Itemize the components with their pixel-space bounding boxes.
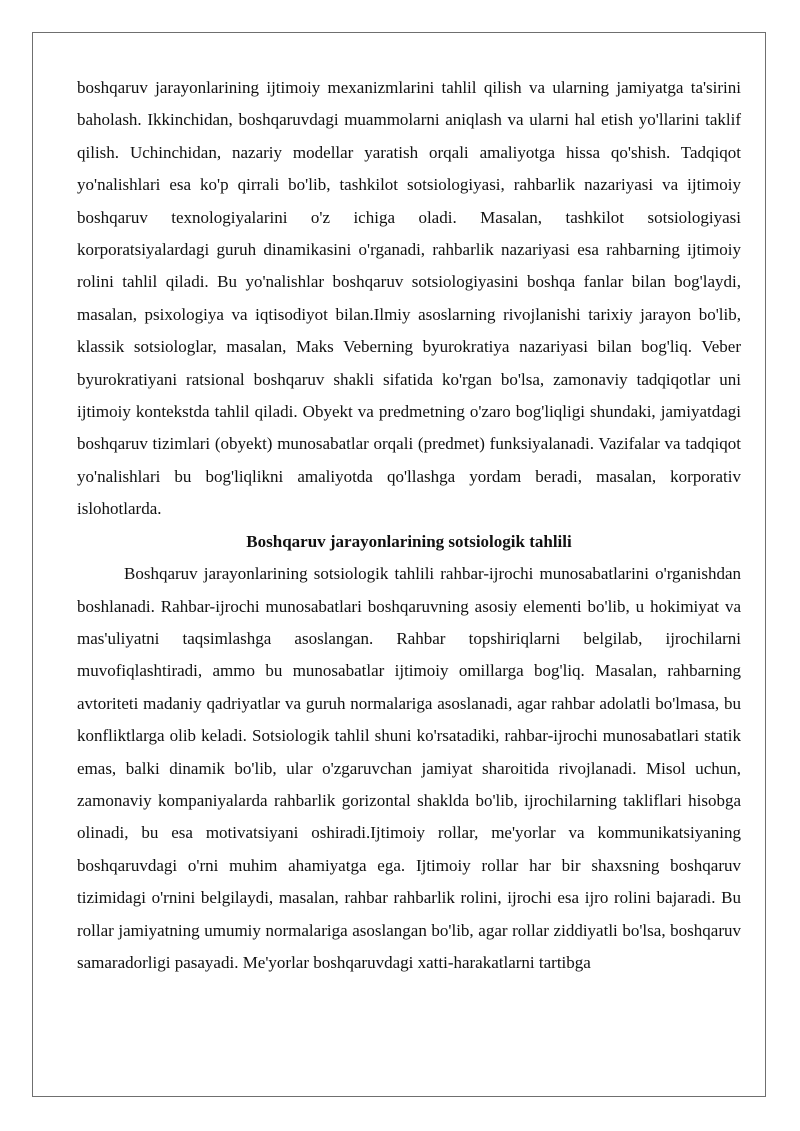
body-paragraph-1: boshqaruv jarayonlarining ijtimoiy mexanizmlarini tahlil qilish va ularning jamiyatga ta'sirini baholash. Ikkinchidan, boshqaruvdagi muammolarni aniqlash va ularni hal etish yo'llarini taklif qilish. Uchinchidan, nazariy modellar yaratish orqali amaliyotga hissa qo'shish. Tadqiqot yo'nalishlari esa ko'p qirrali bo'lib, tashkilot sotsiologiyasi, rahbarlik nazariyasi va ijtimoiy boshqaruv texnologiyalarini o'z ichiga oladi. Masalan, tashkilot sotsiologiyasi korporatsiyalardagi guruh dinamikasini o'rganadi, rahbarlik nazariyasi esa rahbarning ijtimoiy rolini tahlil qiladi. Bu yo'nalishlar boshqaruv sotsiologiyasini boshqa fanlar bilan bog'laydi, masalan, psixologiya va iqtisodiyot bilan.Ilmiy asoslarning rivojlanishi tarixiy jarayon bo'lib, klassik sotsiologlar, masalan, Maks Veberning byurokratiya nazariyasi bilan bog'liq. Veber byurokratiyani ratsional boshqaruv shakli sifatida ko'rgan bo'lsa, zamonaviy tadqiqotlar uni ijtimoiy kontekstda tahlil qiladi. Obyekt va predmetning o'zaro bog'liqligi shundaki, jamiyatdagi boshqaruv tizimlari (obyekt) munosabatlar orqali (predmet) funksiyalanadi. Vazifalar va tadqiqot yo'nalishlari bu bog'liqlikni amaliyotda qo'llashga yordam beradi, masalan, korporativ islohotlarda.	[77, 78, 741, 519]
section-heading: Boshqaruv jarayonlarining sotsiologik tahlili	[246, 531, 572, 551]
body-paragraph-2: Boshqaruv jarayonlarining sotsiologik tahlili rahbar-ijrochi munosabatlarini o'rganishdan boshlanadi. Rahbar-ijrochi munosabatlari boshqaruvning asosiy elementi bo'lib, u hokimiyat va mas'uliyatni taqsimlashga asoslangan. Rahbar topshiriqlarni belgilab, ijrochilarni muvofiqlashtiradi, ammo bu munosabatlar ijtimoiy omillarga bog'liq. Masalan, rahbarning avtoriteti madaniy qadriyatlar va guruh normalariga asoslanadi, agar rahbar adolatli bo'lmasa, bu konfliktlarga olib keladi. Sotsiologik tahlil shuni ko'rsatadiki, rahbar-ijrochi munosabatlari statik emas, balki dinamik bo'lib, ular o'zgaruvchan jamiyat sharoitida rivojlanadi. Misol uchun, zamonaviy kompaniyalarda rahbarlik gorizontal shaklda bo'lib, ijrochilarning takliflari hisobga olinadi, bu esa motivatsiyani oshiradi.Ijtimoiy rollar, me'yorlar va kommunikatsiyaning boshqaruvdagi o'rni muhim ahamiyatga ega. Ijtimoiy rollar har bir shaxsning boshqaruv tizimidagi o'rnini belgilaydi, masalan, rahbar rahbarlik rolini, ijrochi esa ijro rolini bajaradi. Bu rollar jamiyatning umumiy normalariga asoslangan bo'lib, agar rollar ziddiyatli bo'lsa, boshqaruv samaradorligi pasayadi. Me'yorlar boshqaruvdagi xatti-harakatlarni tartibga	[77, 564, 741, 972]
document-body	[77, 72, 741, 979]
